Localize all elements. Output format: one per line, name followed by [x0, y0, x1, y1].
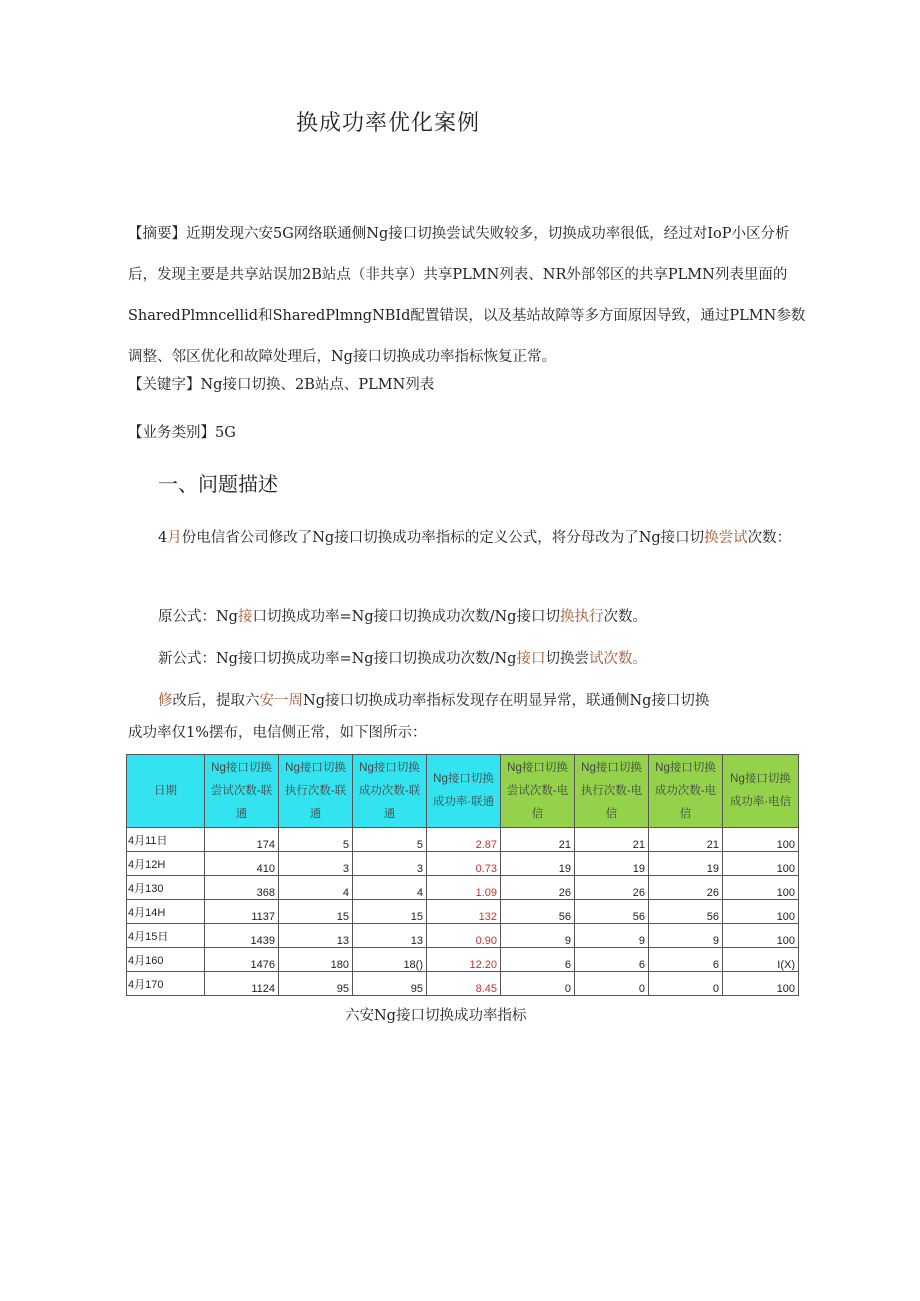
value-cell: 26 [575, 876, 649, 900]
date-cell: 4月170 [127, 972, 205, 996]
value-cell: 1439 [205, 924, 279, 948]
value-cell: 2.87 [427, 828, 501, 852]
text-run: 份电信省公司修改了Ng接口切换成功率指标的定义公式，将分母改为了Ng接口切 [181, 530, 705, 546]
text-run: 口切换成功率=Ng接口切换成功次数/Ng接口切 [252, 609, 560, 625]
value-cell: 26 [649, 876, 723, 900]
keywords-line: 【关键字】Ng接口切换、2B站点、PLMN列表 [128, 377, 435, 393]
value-cell: 100 [723, 876, 799, 900]
handover-table [126, 754, 799, 996]
document-title: 换成功率优化案例 [296, 111, 481, 136]
table-header-row [127, 755, 799, 828]
date-cell: 4月130 [127, 876, 205, 900]
value-cell: 100 [723, 828, 799, 852]
header-date: 日期 [127, 755, 205, 828]
value-cell: 56 [649, 900, 723, 924]
value-cell: 6 [501, 948, 575, 972]
table-row [127, 828, 799, 852]
value-cell: 19 [649, 852, 723, 876]
value-cell: 19 [575, 852, 649, 876]
value-cell: 0 [649, 972, 723, 996]
value-cell: 15 [279, 900, 353, 924]
table-row [127, 972, 799, 996]
value-cell: 21 [649, 828, 723, 852]
text-run: Ng接口切换成功率指标发现存在明显异常，联通侧Ng接口切换 [303, 693, 710, 709]
date-cell: 4月12H [127, 852, 205, 876]
value-cell: 21 [575, 828, 649, 852]
modified-paragraph [158, 681, 848, 722]
value-cell: 0.73 [427, 852, 501, 876]
value-cell: 100 [723, 924, 799, 948]
value-cell: 12.20 [427, 948, 501, 972]
value-cell: 9 [575, 924, 649, 948]
value-cell: 0 [575, 972, 649, 996]
header-telecom-attempts: Ng接口切换尝试次数-电信 [501, 755, 575, 828]
value-cell: 26 [501, 876, 575, 900]
text-run-highlight: 换尝试 [704, 530, 748, 546]
value-cell: 13 [279, 924, 353, 948]
value-cell: 5 [353, 828, 427, 852]
header-telecom-rate: Ng接口切换成功率·电信 [723, 755, 799, 828]
value-cell: 100 [723, 900, 799, 924]
value-cell: 0.90 [427, 924, 501, 948]
value-cell: 6 [575, 948, 649, 972]
definition-change-paragraph [128, 518, 818, 559]
header-telecom-executions: Ng接口切换执行次数-电信 [575, 755, 649, 828]
text-run-highlight: 安一周 [259, 693, 303, 709]
value-cell: 132 [427, 900, 501, 924]
text-run: 4 [158, 530, 168, 546]
value-cell: 1137 [205, 900, 279, 924]
value-cell: 1124 [205, 972, 279, 996]
header-telecom-successes: Ng接口切换成功次数-电信 [649, 755, 723, 828]
header-unicom-executions: Ng接口切换执行次数-联通 [279, 755, 353, 828]
text-run-highlight: 月 [167, 530, 182, 546]
value-cell: 3 [353, 852, 427, 876]
modified-paragraph-continued: 成功率仅1%摆布，电信侧正常，如下图所示： [128, 725, 427, 741]
text-run: 次数： [747, 530, 792, 546]
text-run-highlight: 换执行 [559, 609, 604, 625]
value-cell: 15 [353, 900, 427, 924]
text-run-highlight: 接口 [516, 651, 546, 667]
header-unicom-rate: Ng接口切换成功率·联通 [427, 755, 501, 828]
text-run-highlight: 修 [158, 693, 173, 709]
category-line: 【业务类别】5G [128, 425, 236, 441]
table-row [127, 900, 799, 924]
text-run-highlight: 试次数。 [588, 651, 647, 667]
value-cell: 95 [279, 972, 353, 996]
value-cell: 9 [649, 924, 723, 948]
date-cell: 4月15日 [127, 924, 205, 948]
value-cell: 4 [279, 876, 353, 900]
value-cell: 100 [723, 852, 799, 876]
new-formula-line [158, 639, 848, 680]
old-formula-line [158, 597, 848, 638]
date-cell: 4月160 [127, 948, 205, 972]
text-run: 新公式：Ng接口切换成功率=Ng接口切换成功次数/Ng [158, 651, 517, 667]
value-cell: 100 [723, 972, 799, 996]
date-cell: 4月14H [127, 900, 205, 924]
value-cell: 410 [205, 852, 279, 876]
value-cell: 8.45 [427, 972, 501, 996]
value-cell: 19 [501, 852, 575, 876]
text-run: 切换尝 [545, 651, 589, 667]
value-cell: 1.09 [427, 876, 501, 900]
value-cell: 368 [205, 876, 279, 900]
text-run: 改后，提取六 [172, 693, 260, 709]
value-cell: 4 [353, 876, 427, 900]
text-run-highlight: 接 [237, 609, 253, 625]
value-cell: 1476 [205, 948, 279, 972]
text-run: 原公式：Ng [158, 609, 238, 625]
value-cell: 174 [205, 828, 279, 852]
abstract-paragraph: 【摘要】近期发现六安5G网络联通侧Ng接口切换尝试失败较多，切换成功率很低，经过对IoP小区分析后，发现主要是共享站误加2B站点（非共享）共享PLMN列表、NR外部邻区的共享PLMN列表里面的SharedPlmncellid和SharedPlmngNBId配置错误，以及基站故障等多方面原因导致，通过PLMN参数调整、邻区优化和故障处理后，Ng接口切换成功率指标恢复正常。 [128, 226, 806, 365]
table-row [127, 852, 799, 876]
value-cell: 180 [279, 948, 353, 972]
value-cell: 9 [501, 924, 575, 948]
header-unicom-successes: Ng接口切换成功次数-联通 [353, 755, 427, 828]
table-caption: 六安Ng接口切换成功率指标 [345, 1008, 527, 1024]
table-row [127, 924, 799, 948]
section-heading: 一、问题描述 [158, 472, 278, 496]
value-cell: I(X) [723, 948, 799, 972]
value-cell: 3 [279, 852, 353, 876]
value-cell: 0 [501, 972, 575, 996]
value-cell: 56 [575, 900, 649, 924]
value-cell: 18() [353, 948, 427, 972]
value-cell: 13 [353, 924, 427, 948]
text-run: 次数。 [603, 609, 647, 625]
header-unicom-attempts: Ng接口切换尝试次数-联通 [205, 755, 279, 828]
value-cell: 21 [501, 828, 575, 852]
table-row [127, 948, 799, 972]
date-cell: 4月11日 [127, 828, 205, 852]
value-cell: 95 [353, 972, 427, 996]
table-row [127, 876, 799, 900]
value-cell: 5 [279, 828, 353, 852]
value-cell: 6 [649, 948, 723, 972]
value-cell: 56 [501, 900, 575, 924]
